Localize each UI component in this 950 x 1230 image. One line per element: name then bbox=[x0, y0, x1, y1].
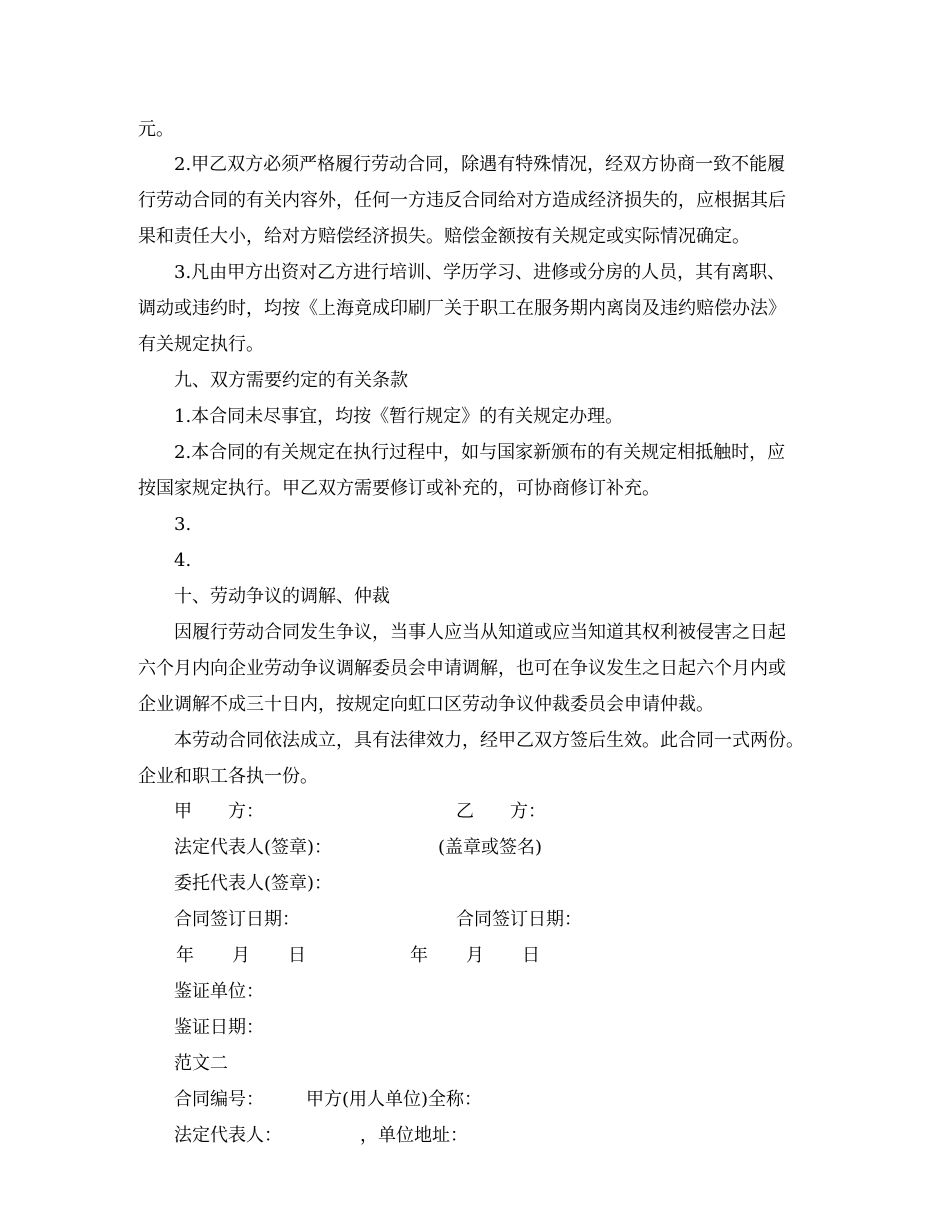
month-a: 月 bbox=[232, 945, 250, 966]
verify-date-label: 鉴证日期： bbox=[174, 1017, 264, 1038]
text-line: 有关规定执行。 bbox=[138, 334, 264, 355]
text-line: 行劳动合同的有关内容外，任何一方违反合同给对方造成经济损失的，应根据其后 bbox=[138, 190, 786, 211]
unit-address-label: ，单位地址： bbox=[360, 1125, 468, 1146]
text-line: 按国家规定执行。甲乙双方需要修订或补充的，可协商修订补充。 bbox=[138, 478, 660, 499]
day-b: 日 bbox=[522, 945, 540, 966]
employer-name-label: 甲方(用人单位)全称： bbox=[306, 1089, 483, 1110]
text-line: 元。 bbox=[138, 119, 174, 140]
year-b: 年 bbox=[410, 945, 428, 966]
text-line: 企业调解不成三十日内，按规定向虹口区劳动争议仲裁委员会申请仲裁。 bbox=[138, 694, 714, 715]
sample-two-heading: 范文二 bbox=[174, 1053, 228, 1074]
seal-or-signature-label: (盖章或签名) bbox=[438, 837, 543, 858]
clause-9-3: 3. bbox=[174, 514, 192, 535]
month-b: 月 bbox=[466, 945, 484, 966]
year-a: 年 bbox=[176, 945, 194, 966]
contract-date-label-a: 合同签订日期： bbox=[174, 909, 300, 930]
clause-9-4: 4. bbox=[174, 550, 192, 571]
verify-unit-label: 鉴证单位： bbox=[174, 981, 264, 1002]
text-line: 因履行劳动合同发生争议，当事人应当从知道或应当知道其权利被侵害之日起 bbox=[174, 622, 786, 643]
contract-number-label: 合同编号： bbox=[174, 1089, 264, 1110]
text-line: 企业和职工各执一份。 bbox=[138, 766, 318, 787]
clause-8-3: 3.凡由甲方出资对乙方进行培训、学历学习、进修或分房的人员，其有离职、 bbox=[174, 262, 786, 283]
entrusted-rep-label: 委托代表人(签章)： bbox=[174, 873, 333, 894]
day-a: 日 bbox=[288, 945, 306, 966]
text-line: 六个月内向企业劳动争议调解委员会申请调解，也可在争议发生之日起六个月内或 bbox=[138, 658, 786, 679]
clause-9-2: 2.本合同的有关规定在执行过程中，如与国家新颁布的有关规定相抵触时，应 bbox=[174, 442, 786, 463]
legal-rep-signature-label: 法定代表人(签章)： bbox=[174, 837, 333, 858]
party-b-label: 乙 方： bbox=[456, 801, 546, 822]
contract-date-label-b: 合同签订日期： bbox=[456, 909, 582, 930]
clause-9-1: 1.本合同未尽事宜，均按《暂行规定》的有关规定办理。 bbox=[174, 406, 624, 427]
section-heading-9: 九、双方需要约定的有关条款 bbox=[174, 370, 408, 391]
text-line: 本劳动合同依法成立，具有法律效力，经甲乙双方签后生效。此合同一式两份。 bbox=[174, 730, 804, 751]
section-heading-10: 十、劳动争议的调解、仲裁 bbox=[174, 586, 390, 607]
text-line: 调动或违约时，均按《上海竟成印刷厂关于职工在服务期内离岗及违约赔偿办法》 bbox=[138, 298, 786, 319]
text-line: 果和责任大小，给对方赔偿经济损失。赔偿金额按有关规定或实际情况确定。 bbox=[138, 226, 750, 247]
legal-representative-label: 法定代表人： bbox=[174, 1125, 282, 1146]
clause-8-2: 2.甲乙双方必须严格履行劳动合同，除遇有特殊情况，经双方协商一致不能履 bbox=[174, 154, 786, 175]
party-a-label: 甲 方： bbox=[174, 801, 264, 822]
